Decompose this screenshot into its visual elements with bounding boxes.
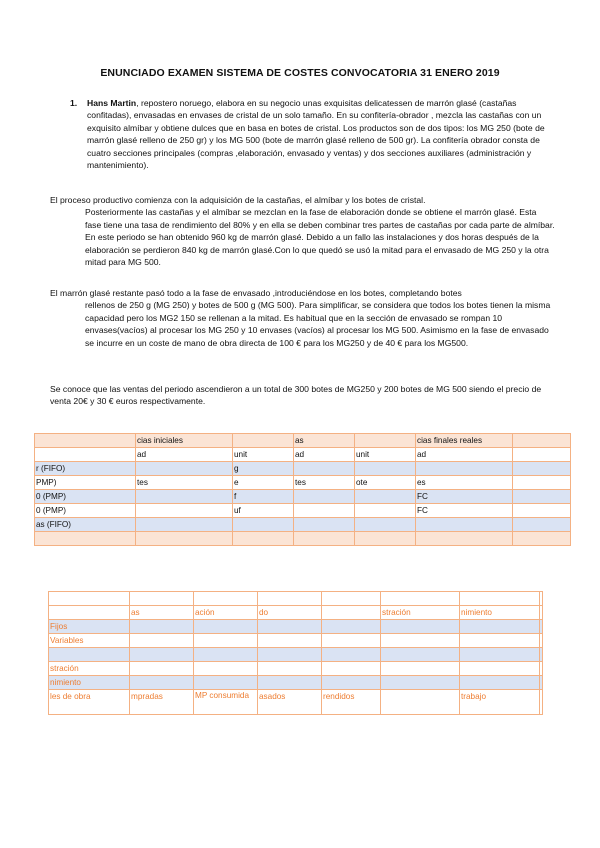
table-cell xyxy=(322,662,381,676)
table-cell: nimiento xyxy=(49,676,130,690)
table-cell xyxy=(233,434,294,448)
table-cell xyxy=(130,662,194,676)
table-cell: ación xyxy=(194,606,258,620)
table-cell: stración xyxy=(49,662,130,676)
table-cell xyxy=(355,518,416,532)
table-cell xyxy=(322,620,381,634)
table-cell xyxy=(258,648,322,662)
cost-row xyxy=(49,648,543,662)
paragraph-number: 1. xyxy=(70,98,78,108)
table-cell: PMP) xyxy=(35,476,136,490)
table-cell xyxy=(49,592,130,606)
table-cell: rendidos xyxy=(322,690,381,715)
table-cell xyxy=(540,592,543,606)
table-cell xyxy=(355,532,416,546)
table-cell xyxy=(130,648,194,662)
table-cell: as xyxy=(294,434,355,448)
table-cell xyxy=(460,620,540,634)
table-cell xyxy=(233,532,294,546)
table-cell xyxy=(294,532,355,546)
inventory-row xyxy=(35,448,571,462)
table-cell xyxy=(294,518,355,532)
table-cell xyxy=(513,448,571,462)
table-cell xyxy=(294,462,355,476)
table-cell xyxy=(540,606,543,620)
table-cell xyxy=(416,532,513,546)
table-cell xyxy=(194,676,258,690)
table-cell xyxy=(381,592,460,606)
table-cell xyxy=(540,648,543,662)
table-cell xyxy=(136,518,233,532)
paragraph-2 xyxy=(50,194,555,268)
inventory-row xyxy=(35,532,571,546)
table-cell xyxy=(513,532,571,546)
table-cell: 0 (PMP) xyxy=(35,504,136,518)
paragraph-3-first-line: El marrón glasé restante pasó todo a la fase de envasado ,introduciéndose en los botes, completando botes xyxy=(50,288,462,298)
table-cell: ad xyxy=(136,448,233,462)
table-cell xyxy=(35,434,136,448)
paragraph-3-text: rellenos de 250 g (MG 250) y botes de 500 g (MG 500). Para simplificar, se considera que todos los botes tienen la misma capacidad pero los MG2 150 se rellenan a la mitad. Es habitual que en la sección de envasado se rompan 10 envases(vacíos) al procesar los MG 250 y 10 envases (vacíos) al procesar los MG 500. Asimismo en la fase de envasado se incurre en un coste de mano de obra directa de 100 € para los MG250 y de 40 € para los MG500. xyxy=(85,300,551,348)
paragraph-3 xyxy=(50,287,555,349)
table-cell xyxy=(540,620,543,634)
cost-row xyxy=(49,662,543,676)
inventory-row xyxy=(35,504,571,518)
table-cell xyxy=(381,620,460,634)
table-cell: tes xyxy=(136,476,233,490)
table-cell xyxy=(258,662,322,676)
inventory-row xyxy=(35,518,571,532)
table-cell xyxy=(513,434,571,448)
table-cell xyxy=(322,634,381,648)
table-cell xyxy=(460,662,540,676)
table-cell: tes xyxy=(294,476,355,490)
table-cell: as xyxy=(130,606,194,620)
table-cell xyxy=(258,634,322,648)
table-cell xyxy=(136,532,233,546)
table-cell xyxy=(416,518,513,532)
table-cell xyxy=(381,634,460,648)
table-cell xyxy=(381,676,460,690)
table-cell: e xyxy=(233,476,294,490)
table-cell: ote xyxy=(355,476,416,490)
inventory-table xyxy=(34,433,571,546)
table-cell xyxy=(322,676,381,690)
table-cell xyxy=(258,676,322,690)
table-cell xyxy=(355,462,416,476)
table-cell xyxy=(258,620,322,634)
table-cell: Variables xyxy=(49,634,130,648)
table-cell xyxy=(130,592,194,606)
table-cell xyxy=(460,648,540,662)
table-cell xyxy=(540,676,543,690)
cost-distribution-table xyxy=(48,591,543,715)
table-cell: do xyxy=(258,606,322,620)
table-cell xyxy=(294,490,355,504)
cost-row xyxy=(49,620,543,634)
table-cell: les de obra xyxy=(49,690,130,715)
table-cell xyxy=(513,490,571,504)
inventory-row xyxy=(35,462,571,476)
table-cell xyxy=(49,606,130,620)
table-cell xyxy=(355,504,416,518)
paragraph-2-first-line: El proceso productivo comienza con la adquisición de la castañas, el almíbar y los botes de cristal. xyxy=(50,195,426,205)
table-cell xyxy=(513,476,571,490)
table-cell: FC xyxy=(416,490,513,504)
table-cell xyxy=(540,690,543,715)
table-cell xyxy=(460,592,540,606)
table-cell: trabajo xyxy=(460,690,540,715)
cost-row xyxy=(49,606,543,620)
table-cell xyxy=(194,662,258,676)
table-cell: nimiento xyxy=(460,606,540,620)
table-cell: cias iniciales xyxy=(136,434,233,448)
table-cell xyxy=(460,634,540,648)
table-cell: unit xyxy=(233,448,294,462)
table-cell xyxy=(540,634,543,648)
table-cell xyxy=(35,448,136,462)
table-cell xyxy=(130,634,194,648)
table-cell xyxy=(322,592,381,606)
table-cell: Fijos xyxy=(49,620,130,634)
table-cell xyxy=(513,518,571,532)
table-cell: stración xyxy=(381,606,460,620)
table-cell: es xyxy=(416,476,513,490)
table-cell xyxy=(460,676,540,690)
table-cell xyxy=(194,648,258,662)
table-cell xyxy=(194,620,258,634)
table-cell xyxy=(294,504,355,518)
table-cell xyxy=(194,634,258,648)
inventory-row xyxy=(35,490,571,504)
table-cell: ad xyxy=(294,448,355,462)
table-cell xyxy=(381,648,460,662)
paragraph-2-text: Posteriormente las castañas y el almíbar se mezclan en la fase de elaboración donde se obtiene el marrón glasé. Esta fase tiene una tasa de rendimiento del 80% y en ella se deben combinar tres partes de castañas por cada parte de almíbar. En este periodo se han obtenido 960 kg de marrón glasé. Debido a un fallo las instalaciones y dos horas después de la elaboración se perdieron 840 kg de marrón glasé.Con lo que quedó se usó la mitad para el envasado de MG 250 y la otra mitad para MG 500. xyxy=(85,207,555,268)
table-cell: unit xyxy=(355,448,416,462)
table-cell: 0 (PMP) xyxy=(35,490,136,504)
table-cell xyxy=(381,690,460,715)
table-cell xyxy=(322,648,381,662)
table-cell xyxy=(381,662,460,676)
paragraph-4: Se conoce que las ventas del periodo ascendieron a un total de 300 botes de MG250 y 200 botes de MG 500 siendo el precio de venta 20€ y 30 € euros respectivamente. xyxy=(50,384,542,407)
table-cell: ad xyxy=(416,448,513,462)
table-cell xyxy=(130,676,194,690)
table-cell: f xyxy=(233,490,294,504)
table-cell xyxy=(194,592,258,606)
cost-row xyxy=(49,634,543,648)
table-cell xyxy=(416,462,513,476)
table-cell: r (FIFO) xyxy=(35,462,136,476)
table-cell xyxy=(355,434,416,448)
document-title: ENUNCIADO EXAMEN SISTEMA DE COSTES CONVOCATORIA 31 ENERO 2019 xyxy=(100,67,500,79)
table-cell xyxy=(130,620,194,634)
table-cell xyxy=(258,592,322,606)
table-cell xyxy=(136,490,233,504)
paragraph-1 xyxy=(70,97,549,171)
cost-row xyxy=(49,690,543,715)
table-cell xyxy=(49,648,130,662)
table-cell xyxy=(540,662,543,676)
table-cell xyxy=(35,532,136,546)
table-cell xyxy=(136,504,233,518)
inventory-row xyxy=(35,434,571,448)
table-cell: cias finales reales xyxy=(416,434,513,448)
table-cell xyxy=(513,462,571,476)
person-name: Hans Martin xyxy=(87,98,137,108)
table-cell xyxy=(322,606,381,620)
table-cell xyxy=(136,462,233,476)
cost-row xyxy=(49,676,543,690)
table-cell: uf xyxy=(233,504,294,518)
table-cell: g xyxy=(233,462,294,476)
table-cell: FC xyxy=(416,504,513,518)
paragraph-1-text: , repostero noruego, elabora en su negocio unas exquisitas delicatessen de marrón glasé (castañas confitadas), envasadas en envases de cristal de un solo tamaño. En su confitería-obrador , mezcla las castañas con un exquisito almíbar y obtiene dulces que en basa en botes de cristal. Los productos son de dos tipos: los MG 250 (bote de marrón glasé relleno de 250 gr) y los MG 500 (bote de marrón glasé relleno de 500 gr). La confitería obrador consta de cuatro secciones principales (compras ,elaboración, envasado y ventas) y dos secciones auxiliares (administración y mantenimiento). xyxy=(87,98,545,171)
table-cell: mpradas xyxy=(130,690,194,715)
table-cell xyxy=(355,490,416,504)
cost-row xyxy=(49,592,543,606)
table-cell: MP consumida xyxy=(194,690,258,715)
table-cell xyxy=(513,504,571,518)
table-cell: as (FIFO) xyxy=(35,518,136,532)
table-cell xyxy=(233,518,294,532)
inventory-row xyxy=(35,476,571,490)
table-cell: asados xyxy=(258,690,322,715)
